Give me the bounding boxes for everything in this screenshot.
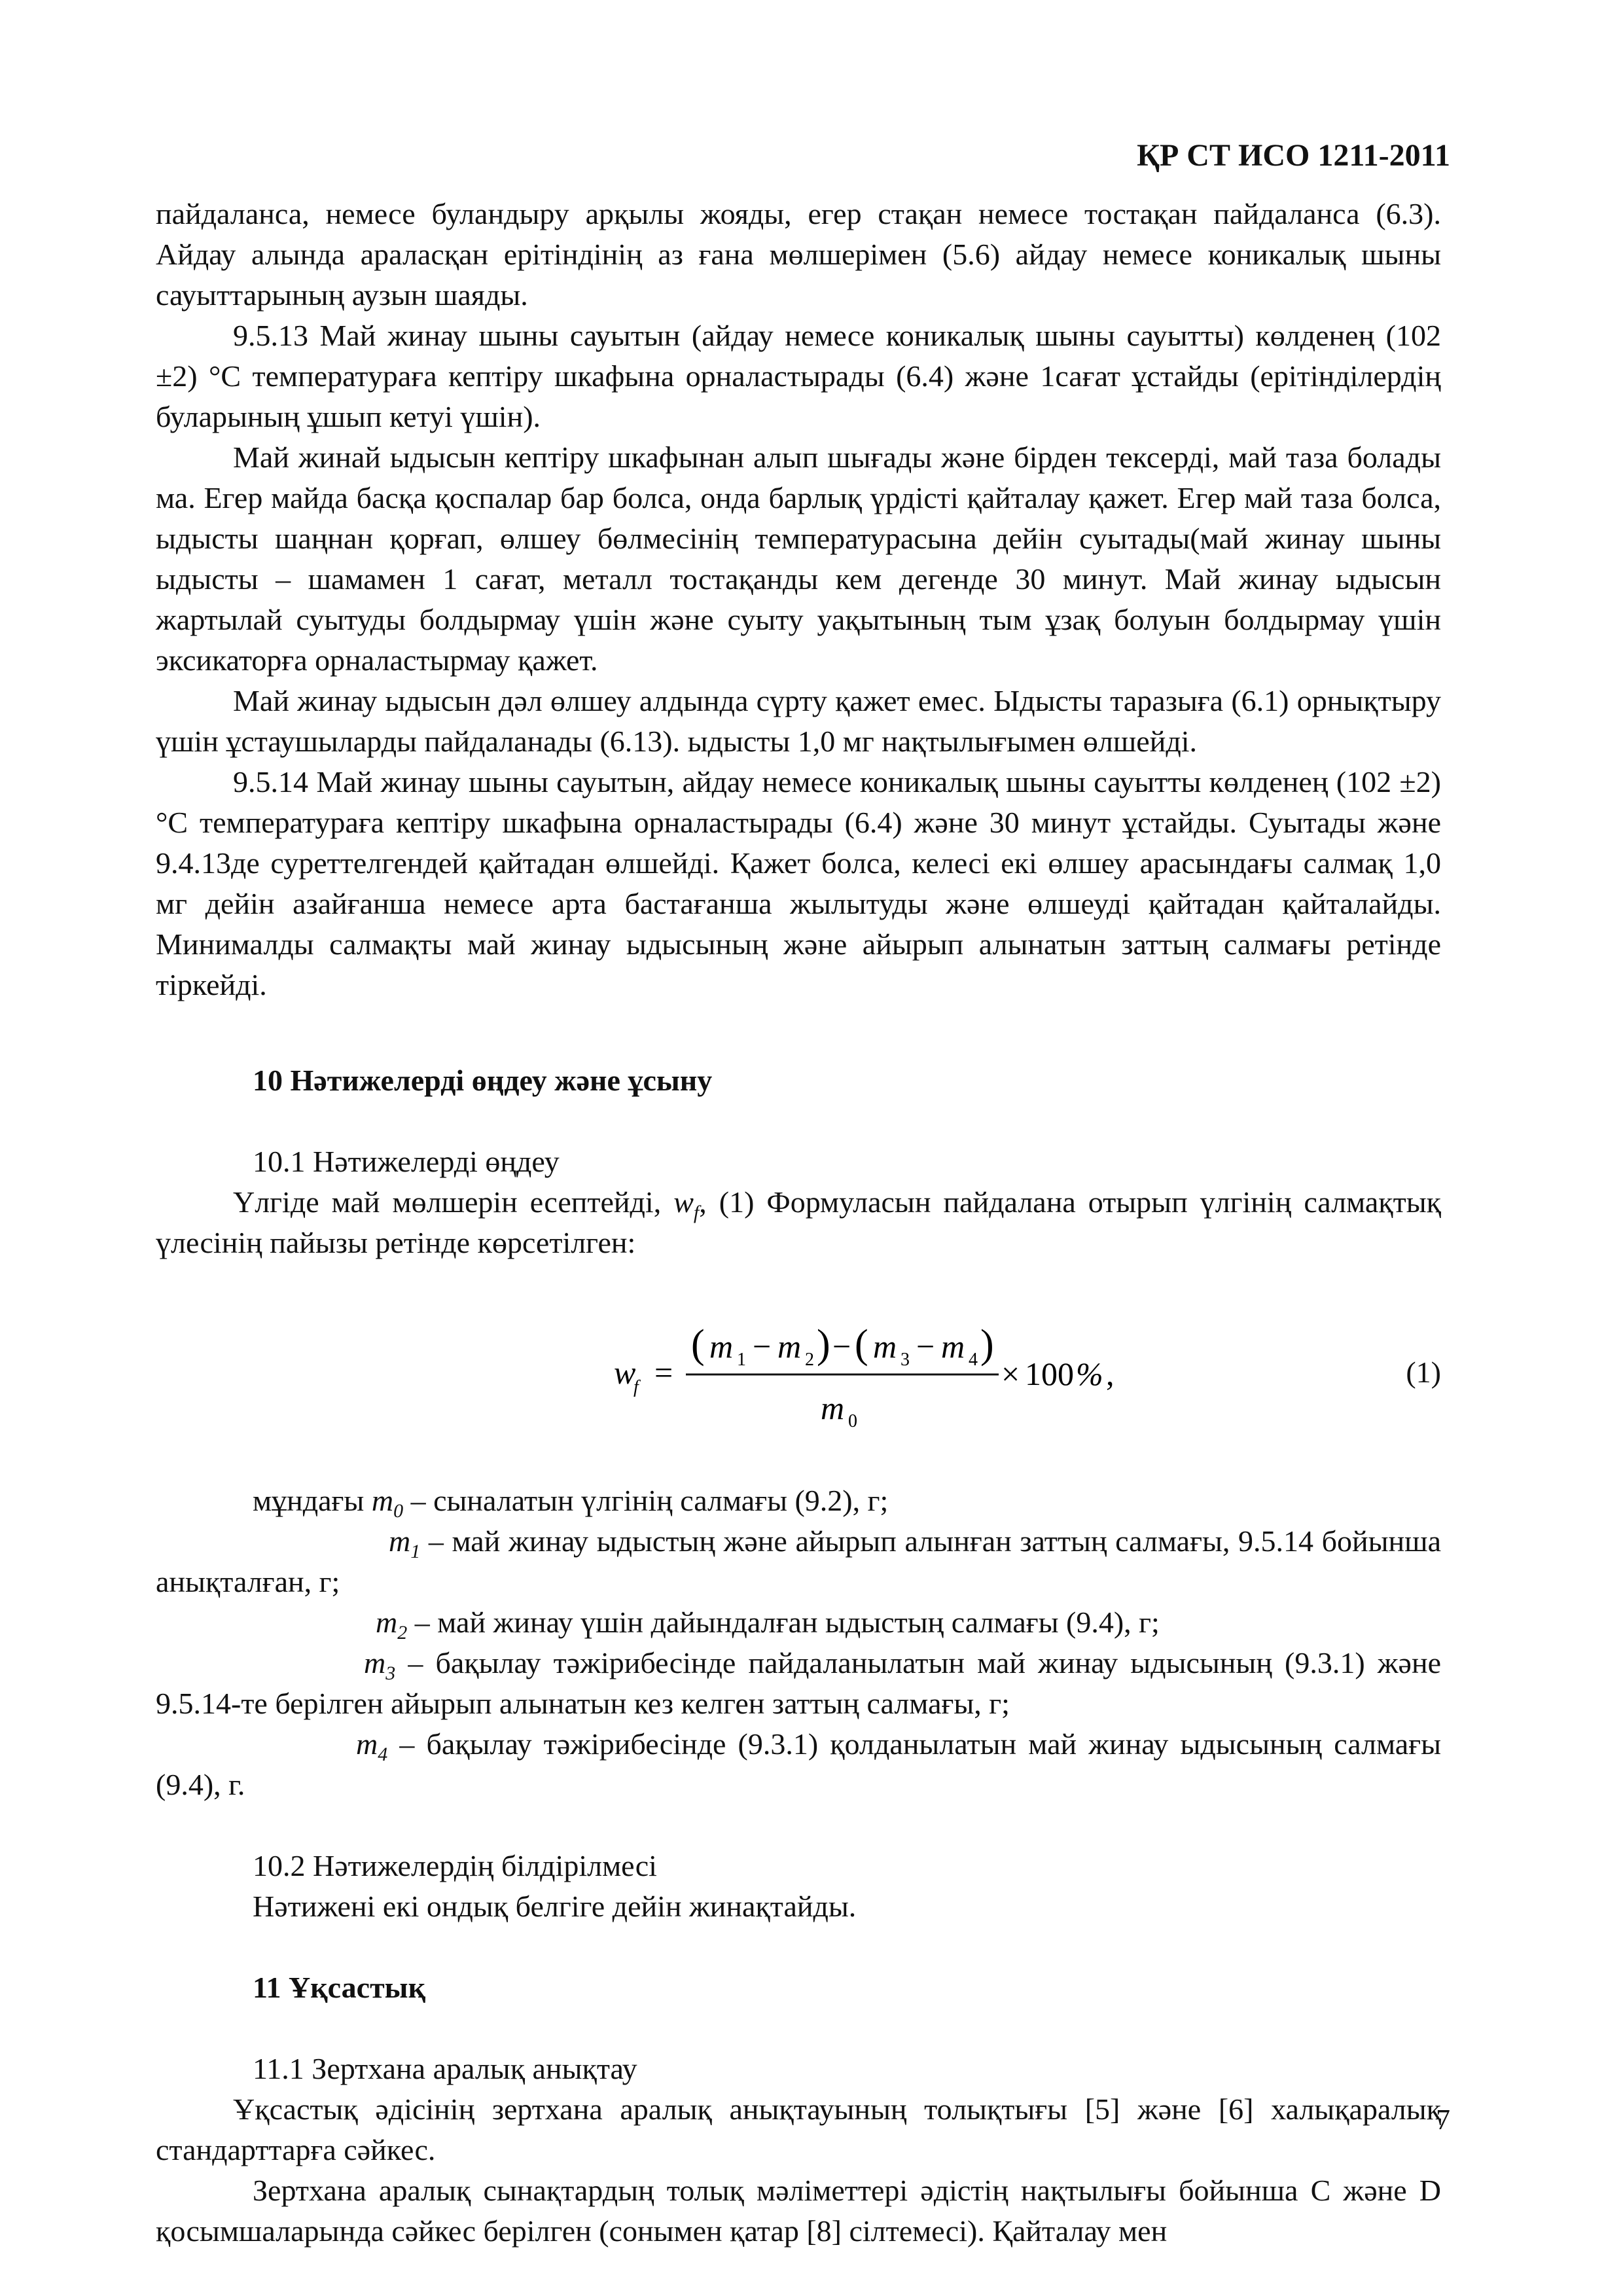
subsection-10-2-title: 10.2 Нәтижелердің білдірілмесі <box>253 1849 657 1882</box>
page-content <box>156 194 1441 2251</box>
section-11-heading: 11 Ұқсастық <box>253 1971 426 2004</box>
svg-text:−: − <box>916 1328 935 1365</box>
formula-number: (1) <box>1406 1355 1441 1389</box>
percent-value: 100 <box>1025 1355 1074 1392</box>
page-number: 7 <box>1436 2104 1450 2136</box>
definition-m2: $m_2$ – май жинау үшін дайындалған ыдыстың салмағы (9.4), г; <box>376 1605 1160 1644</box>
section-10-heading: 10 Нәтижелерді өңдеу және ұсыну <box>253 1064 713 1097</box>
definition-m4: $m_4$ – бақылау тәжірибесінде (9.3.1) қолданылатын май жинау ыдысының салмағы (9.4), г. <box>156 1727 1441 1801</box>
paragraph-9-5-14: 9.5.14 Май жинау шыны сауытын, айдау немесе коникалық шыны сауытты көлденең (102 ±2) °С температураға кептіру шкафына орналастырады (6.4) және 30 минут ұстайды. Суытады және 9.4.13де суреттелгендей қайтадан өлшейді. Қажет болса, келесі екі өлшеу арасындағы салмақ 1,0 мг дейін азайғанша немесе арта бастағанша жылытуды және өлшеуді қайтадан қайталайды. Минималды салмақты май жинау ыдысының және айырып алынатын заттың салмағы ретінде тіркейді. <box>156 765 1441 1001</box>
svg-text:3: 3 <box>901 1350 910 1370</box>
svg-text:4: 4 <box>969 1350 978 1370</box>
svg-text:(: ( <box>691 1322 705 1367</box>
formula-1 <box>156 1312 1441 1449</box>
svg-text:2: 2 <box>805 1350 814 1370</box>
paragraph-9-5-13: 9.5.13 Май жинау шыны сауытын (айдау немесе коникалық шыны сауытты) көлденең (102 ±2) °С температураға кептіру шкафына орналастырады (6.4) және 1сағат ұстайды (ерітінділердің буларының ұшып кетуі үшін). <box>156 319 1441 433</box>
svg-text:m: m <box>709 1328 734 1365</box>
definition-m1: $m_1$ – май жинау ыдыстың және айырып алынған заттың салмағы, 9.5.14 бойынша анықталған, г; <box>156 1524 1442 1598</box>
svg-text:m: m <box>821 1390 845 1426</box>
svg-text:): ) <box>817 1322 830 1367</box>
svg-text:): ) <box>980 1322 994 1367</box>
svg-text:f: f <box>633 1377 639 1397</box>
formula-intro: Үлгіде май мөлшерін есептейді, $w_f$, (1) Формуласын пайдалана отырып үлгінің салмақтық үлесінің пайызы ретінде көрсетілген: <box>156 1185 1441 1259</box>
svg-text:0: 0 <box>848 1411 857 1431</box>
times-sign: × <box>1001 1355 1020 1392</box>
paragraph-11-1-b: Зертхана аралық сынақтардың толық мәліметтері әдістің нақтылығы бойынша С және D қосымшаларында сәйкес берілген (сонымен қатар [8] сілтемесі). Қайталау мен <box>156 2174 1441 2248</box>
paragraph-11-1-a: Ұқсастық әдісінің зертхана аралық анықтауының толықтығы [5] және [6] халықаралық стандарттарға сәйкес. <box>156 2092 1441 2166</box>
formula-graphic <box>614 1312 1268 1449</box>
svg-text:1: 1 <box>737 1350 746 1370</box>
subsection-10-1-title: 10.1 Нәтижелерді өңдеу <box>253 1145 560 1178</box>
svg-text:,: , <box>1106 1355 1115 1392</box>
paragraph-weighing: Май жинау ыдысын дәл өлшеу алдында сүрту қажет емес. Ыдысты таразыға (6.1) орнықтыру үшін ұстаушыларды пайдаланады (6.13). ыдысты 1,0 мг нақтылығымен өлшейді. <box>156 684 1441 758</box>
svg-text:(: ( <box>855 1322 868 1367</box>
paragraph-continuation: пайдаланса, немесе буландыру арқылы жояды, егер стақан немесе тостақан пайдаланса (6.3). Айдау алында араласқан ерітіндінің аз ғана мөлшерімен (5.6) айдау немесе коникалық шыны сауыттарының аузын шаяды. <box>156 197 1441 312</box>
definition-m0: мұндағы $m_0$ – сыналатын үлгінің салмағы (9.2), г; <box>253 1484 889 1522</box>
svg-text:−: − <box>832 1328 851 1365</box>
lhs-variable: w <box>614 1354 636 1391</box>
subsection-10-2-text: Нәтижені екі ондық белгіге дейін жинақтайды. <box>253 1890 857 1923</box>
svg-text:−: − <box>753 1328 772 1365</box>
definition-m3: $m_3$ – бақылау тәжірибесінде пайдаланылатын май жинау ыдысының (9.3.1) және 9.5.14-те берілген айырып алынатын кез келген заттың салмағы, г; <box>156 1646 1442 1720</box>
svg-text:%: % <box>1076 1355 1103 1392</box>
paragraph-oil-check: Май жинай ыдысын кептіру шкафынан алып шығады және бірден тексерді, май таза болады ма. Егер майда басқа қоспалар бар болса, онда барлық үрдісті қайталау қажет. Егер май таза болса, ыдысты шаңнан қорғап, өлшеу бөлмесінің температурасына дейін суытады(май жинау шыны ыдысты – шамамен 1 сағат, металл тостақанды кем дегенде 30 минут. Май жинау ыдысын жартылай суытуды болдырмау үшін және суыту уақытының тым ұзақ болуын болдырмау үшін эксикаторға орналастырмау қажет. <box>156 440 1441 677</box>
svg-text:m: m <box>873 1328 897 1365</box>
equals-sign: = <box>654 1354 673 1391</box>
svg-text:m: m <box>777 1328 802 1365</box>
standard-code-header: ҚР СТ ИСО 1211-2011 <box>1137 138 1450 173</box>
svg-text:m: m <box>941 1328 965 1365</box>
subsection-11-1-title: 11.1 Зертхана аралық анықтау <box>253 2052 637 2085</box>
